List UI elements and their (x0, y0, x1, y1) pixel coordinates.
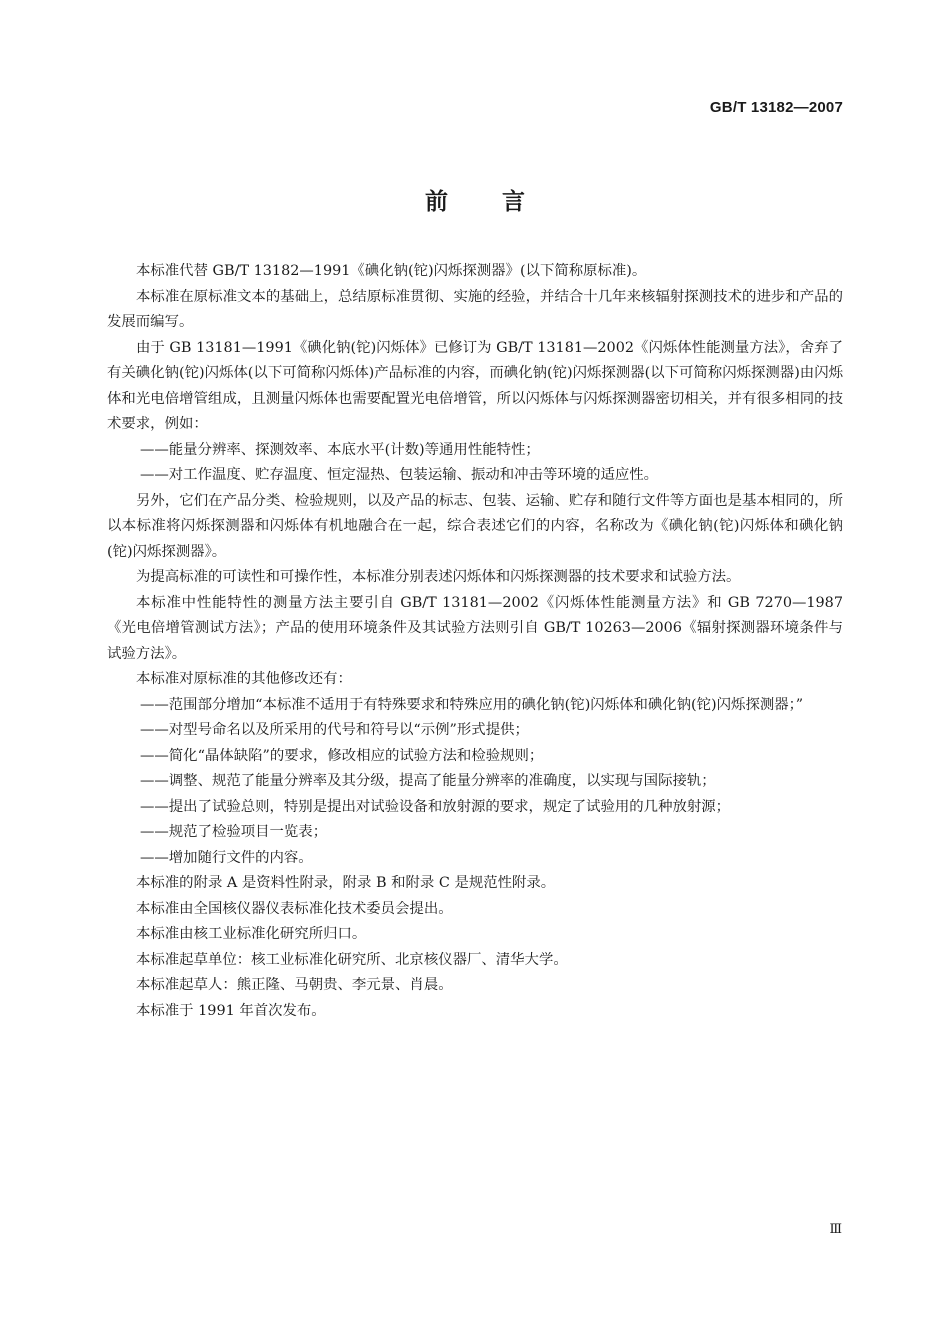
paragraph-basis: 本标准在原标准文本的基础上，总结原标准贯彻、实施的经验，并结合十几年来核辐射探测技术的进步和产品的发展而编写。 (107, 288, 843, 330)
paragraph-drafting-units: 本标准起草单位：核工业标准化研究所、北京核仪器厂、清华大学。 (136, 951, 568, 968)
page-number: Ⅲ (829, 1222, 842, 1237)
paragraph-revision-background: 由于 GB 13181—1991《碘化钠(铊)闪烁体》已修订为 GB/T 13181—2002《闪烁体性能测量方法》，舍弃了有关碘化钠(铊)闪烁体(以下可简称闪烁体)产品标准的内容，而碘化钠(铊)闪烁探测器(以下可简称闪烁探测器)由闪烁体和光电倍增管组成，且测量闪烁体也需要配置光电倍增管，所以闪烁体与闪烁探测器密切相关，并有很多相同的技术要求，例如： (107, 339, 843, 432)
list-item-accompanying-docs: ——增加随行文件的内容。 (140, 849, 313, 866)
paragraph-other-changes: 本标准对原标准的其他修改还有： (136, 671, 352, 687)
list-item-inspection-table: ——规范了检验项目一览表； (140, 824, 328, 840)
document-body (107, 259, 843, 1024)
paragraph-annexes: 本标准的附录 A 是资料性附录，附录 B 和附录 C 是规范性附录。 (136, 875, 556, 891)
paragraph-merge-rationale: 另外，它们在产品分类、检验规则，以及产品的标志、包装、运输、贮存和随行文件等方面也是基本相同的，所以本标准将闪烁探测器和闪烁体有机地融合在一起，综合表述它们的内容，名称改为《碘化钠(铊)闪烁体和碘化钠(铊)闪烁探测器》。 (107, 492, 843, 560)
paragraph-readability: 为提高标准的可读性和可操作性，本标准分别表述闪烁体和闪烁探测器的技术要求和试验方法。 (136, 569, 741, 585)
list-item-naming-examples: ——对型号命名以及所采用的代号和符号以“示例”形式提供； (140, 722, 529, 738)
paragraph-centralized-by: 本标准由核工业标准化研究所归口。 (136, 926, 367, 942)
list-item-environment-adaptability: ——对工作温度、贮存温度、恒定湿热、包装运输、振动和冲击等环境的适应性。 (140, 467, 659, 483)
paragraph-proposed-by: 本标准由全国核仪器仪表标准化技术委员会提出。 (136, 900, 453, 917)
list-item-common-characteristics: ——能量分辨率、探测效率、本底水平(计数)等通用性能特性； (140, 441, 540, 458)
paragraph-referenced-methods: 本标准中性能特性的测量方法主要引自 GB/T 13181—2002《闪烁体性能测量方法》和 GB 7270—1987《光电倍增管测试方法》；产品的使用环境条件及其试验方法则引自 GB/T 10263—2006《辐射探测器环境条件与试验方法》。 (107, 594, 843, 662)
standard-number: GB/T 13182—2007 (709, 99, 843, 116)
list-item-energy-resolution: ——调整、规范了能量分辨率及其分级，提高了能量分辨率的准确度，以实现与国际接轨； (140, 773, 716, 789)
paragraph-replaces: 本标准代替 GB/T 13182—1991《碘化钠(铊)闪烁探测器》(以下简称原标准)。 (136, 263, 647, 279)
list-item-test-general: ——提出了试验总则，特别是提出对试验设备和放射源的要求，规定了试验用的几种放射源； (140, 798, 731, 815)
paragraph-first-issued: 本标准于 1991 年首次发布。 (136, 1002, 326, 1019)
list-item-crystal-defects: ——简化“晶体缺陷”的要求，修改相应的试验方法和检验规则； (140, 747, 544, 764)
paragraph-drafters: 本标准起草人：熊正隆、马朝贵、李元景、肖晨。 (136, 977, 453, 993)
page-title: 前言 (425, 189, 579, 215)
list-item-scope-change: ——范围部分增加“本标准不适用于有特殊要求和特殊应用的碘化钠(铊)闪烁体和碘化钠(铊)闪烁探测器；” (140, 696, 804, 713)
